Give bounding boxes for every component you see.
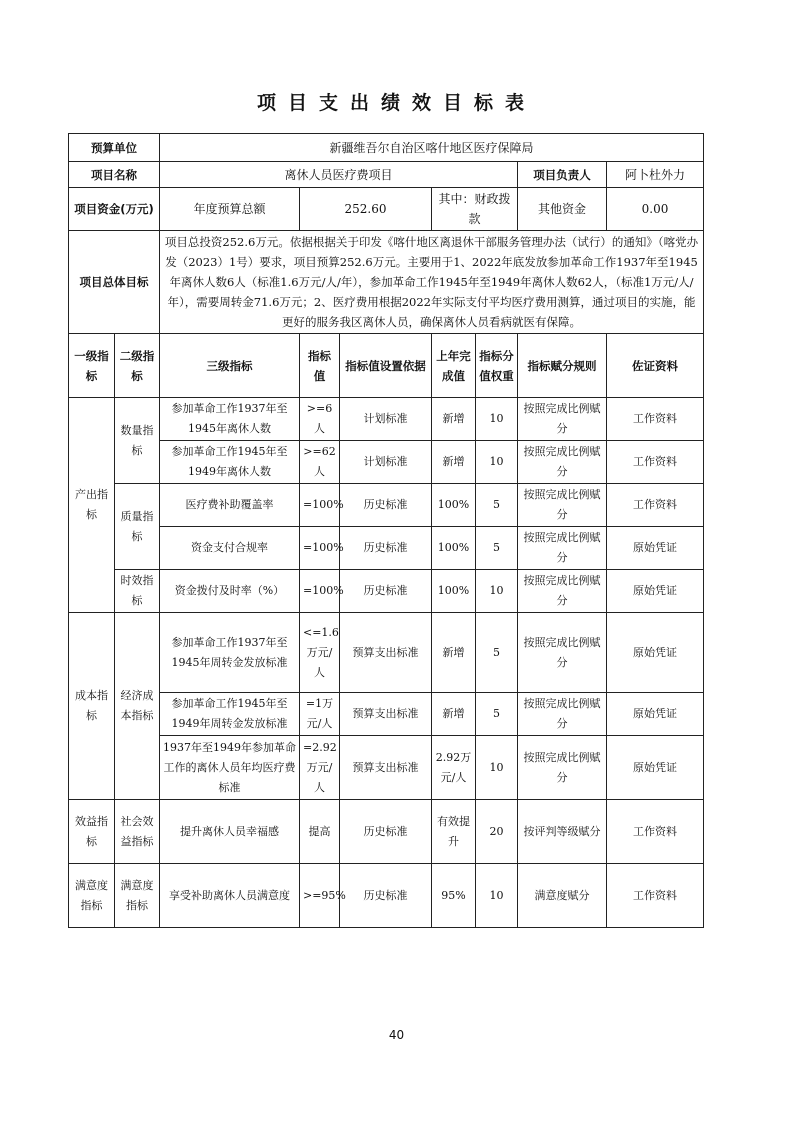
table-row xyxy=(69,693,704,736)
project-name-label: 项目名称 xyxy=(69,162,160,188)
last-year-cell: 有效提升 xyxy=(432,800,476,864)
funds-label: 项目资金(万元) xyxy=(69,188,160,231)
basis-cell: 历史标准 xyxy=(340,570,432,613)
last-year-cell: 100% xyxy=(432,527,476,570)
weight-cell: 10 xyxy=(476,441,518,484)
table-row xyxy=(69,484,704,527)
level2-cell: 经济成本指标 xyxy=(115,613,160,800)
rule-cell: 按照完成比例赋分 xyxy=(518,527,607,570)
page-title: 项目支出绩效目标表 xyxy=(256,92,536,114)
value-cell: 提高 xyxy=(300,800,340,864)
col-weight: 指标分值权重 xyxy=(476,334,518,398)
evidence-cell: 工作资料 xyxy=(607,441,704,484)
basis-cell: 历史标准 xyxy=(340,527,432,570)
page-number: 40 xyxy=(388,1028,405,1042)
table-row xyxy=(69,570,704,613)
table-row xyxy=(69,736,704,800)
table-row xyxy=(69,441,704,484)
indicator-cell: 医疗费补助覆盖率 xyxy=(160,484,300,527)
value-cell: <=1.6万元/人 xyxy=(300,613,340,693)
col-value: 指标值 xyxy=(300,334,340,398)
indicator-cell: 提升离休人员幸福感 xyxy=(160,800,300,864)
value-cell: =100% xyxy=(300,570,340,613)
indicator-cell: 参加革命工作1937年至1945年离休人数 xyxy=(160,398,300,441)
last-year-cell: 100% xyxy=(432,570,476,613)
col-basis: 指标值设置依据 xyxy=(340,334,432,398)
weight-cell: 10 xyxy=(476,736,518,800)
last-year-cell: 新增 xyxy=(432,441,476,484)
fiscal-label: 其中：财政拨款 xyxy=(432,188,518,231)
last-year-cell: 新增 xyxy=(432,693,476,736)
weight-cell: 20 xyxy=(476,800,518,864)
value-cell: >=62人 xyxy=(300,441,340,484)
basis-cell: 计划标准 xyxy=(340,441,432,484)
last-year-cell: 95% xyxy=(432,864,476,928)
value-cell: =100% xyxy=(300,484,340,527)
project-name-value: 离休人员医疗费项目 xyxy=(160,162,518,188)
performance-table xyxy=(68,133,704,928)
evidence-cell: 工作资料 xyxy=(607,864,704,928)
value-cell: =2.92万元/人 xyxy=(300,736,340,800)
weight-cell: 5 xyxy=(476,693,518,736)
weight-cell: 5 xyxy=(476,527,518,570)
value-cell: =100% xyxy=(300,527,340,570)
rule-cell: 按照完成比例赋分 xyxy=(518,441,607,484)
basis-cell: 历史标准 xyxy=(340,864,432,928)
table-row xyxy=(69,864,704,928)
other-funds-label: 其他资金 xyxy=(518,188,607,231)
col-rule: 指标赋分规则 xyxy=(518,334,607,398)
budget-unit-value: 新疆维吾尔自治区喀什地区医疗保障局 xyxy=(160,134,704,162)
indicator-cell: 资金支付合规率 xyxy=(160,527,300,570)
evidence-cell: 原始凭证 xyxy=(607,736,704,800)
weight-cell: 5 xyxy=(476,484,518,527)
manager-value: 阿卜杜外力 xyxy=(607,162,704,188)
indicator-cell: 参加革命工作1945年至1949年离休人数 xyxy=(160,441,300,484)
indicator-cell: 1937年至1949年参加革命工作的离休人员年均医疗费标准 xyxy=(160,736,300,800)
level1-cell: 效益指标 xyxy=(69,800,115,864)
level1-cell: 满意度指标 xyxy=(69,864,115,928)
value-cell: >=95% xyxy=(300,864,340,928)
level1-cell: 成本指标 xyxy=(69,613,115,800)
level1-cell: 产出指标 xyxy=(69,398,115,613)
evidence-cell: 原始凭证 xyxy=(607,613,704,693)
rule-cell: 按照完成比例赋分 xyxy=(518,736,607,800)
indicator-cell: 享受补助离休人员满意度 xyxy=(160,864,300,928)
col-evidence: 佐证资料 xyxy=(607,334,704,398)
evidence-cell: 原始凭证 xyxy=(607,527,704,570)
weight-cell: 10 xyxy=(476,570,518,613)
value-cell: =1万元/人 xyxy=(300,693,340,736)
indicator-cell: 参加革命工作1937年至1945年周转金发放标准 xyxy=(160,613,300,693)
rule-cell: 按照完成比例赋分 xyxy=(518,398,607,441)
table-row xyxy=(69,800,704,864)
evidence-cell: 原始凭证 xyxy=(607,570,704,613)
level2-cell: 数量指标 xyxy=(115,398,160,484)
weight-cell: 10 xyxy=(476,864,518,928)
col-level1: 一级指标 xyxy=(69,334,115,398)
level2-cell: 时效指标 xyxy=(115,570,160,613)
last-year-cell: 新增 xyxy=(432,613,476,693)
table-row xyxy=(69,527,704,570)
evidence-cell: 原始凭证 xyxy=(607,693,704,736)
basis-cell: 历史标准 xyxy=(340,800,432,864)
weight-cell: 5 xyxy=(476,613,518,693)
level2-cell: 质量指标 xyxy=(115,484,160,570)
level2-cell: 满意度指标 xyxy=(115,864,160,928)
col-level3: 三级指标 xyxy=(160,334,300,398)
basis-cell: 历史标准 xyxy=(340,484,432,527)
indicator-cell: 资金拨付及时率（%） xyxy=(160,570,300,613)
col-level2: 二级指标 xyxy=(115,334,160,398)
value-cell: >=6人 xyxy=(300,398,340,441)
annual-budget-label: 年度预算总额 xyxy=(160,188,300,231)
evidence-cell: 工作资料 xyxy=(607,484,704,527)
rule-cell: 按评判等级赋分 xyxy=(518,800,607,864)
table-row xyxy=(69,398,704,441)
other-funds-value: 0.00 xyxy=(607,188,704,231)
manager-label: 项目负责人 xyxy=(518,162,607,188)
overall-goal-label: 项目总体目标 xyxy=(69,231,160,334)
evidence-cell: 工作资料 xyxy=(607,800,704,864)
indicator-cell: 参加革命工作1945年至1949年周转金发放标准 xyxy=(160,693,300,736)
last-year-cell: 100% xyxy=(432,484,476,527)
annual-budget-value: 252.60 xyxy=(300,188,432,231)
table-row xyxy=(69,613,704,693)
basis-cell: 计划标准 xyxy=(340,398,432,441)
rule-cell: 按照完成比例赋分 xyxy=(518,693,607,736)
budget-unit-label: 预算单位 xyxy=(69,134,160,162)
basis-cell: 预算支出标准 xyxy=(340,736,432,800)
weight-cell: 10 xyxy=(476,398,518,441)
rule-cell: 按照完成比例赋分 xyxy=(518,570,607,613)
rule-cell: 满意度赋分 xyxy=(518,864,607,928)
last-year-cell: 新增 xyxy=(432,398,476,441)
overall-goal-text: 项目总投资252.6万元。依据根据关于印发《喀什地区离退休干部服务管理办法（试行）的通知》（喀党办发（2023）1号）要求，项目预算252.6万元。主要用于1、2022年底发放参加革命工作1937年至1945年离休人数6人（标准1.6万元/人/年），参加革命工作1945年至1949年离休人数62人，（标准1万元/人/年），需要周转金71.6万元；2、医疗费用根据2022年实际支付平均医疗费用测算，通过项目的实施，能更好的服务我区离休人员，确保离休人员看病就医有保障。 xyxy=(160,231,704,334)
col-last-year: 上年完成值 xyxy=(432,334,476,398)
rule-cell: 按照完成比例赋分 xyxy=(518,484,607,527)
evidence-cell: 工作资料 xyxy=(607,398,704,441)
rule-cell: 按照完成比例赋分 xyxy=(518,613,607,693)
basis-cell: 预算支出标准 xyxy=(340,693,432,736)
basis-cell: 预算支出标准 xyxy=(340,613,432,693)
last-year-cell: 2.92万元/人 xyxy=(432,736,476,800)
level2-cell: 社会效益指标 xyxy=(115,800,160,864)
